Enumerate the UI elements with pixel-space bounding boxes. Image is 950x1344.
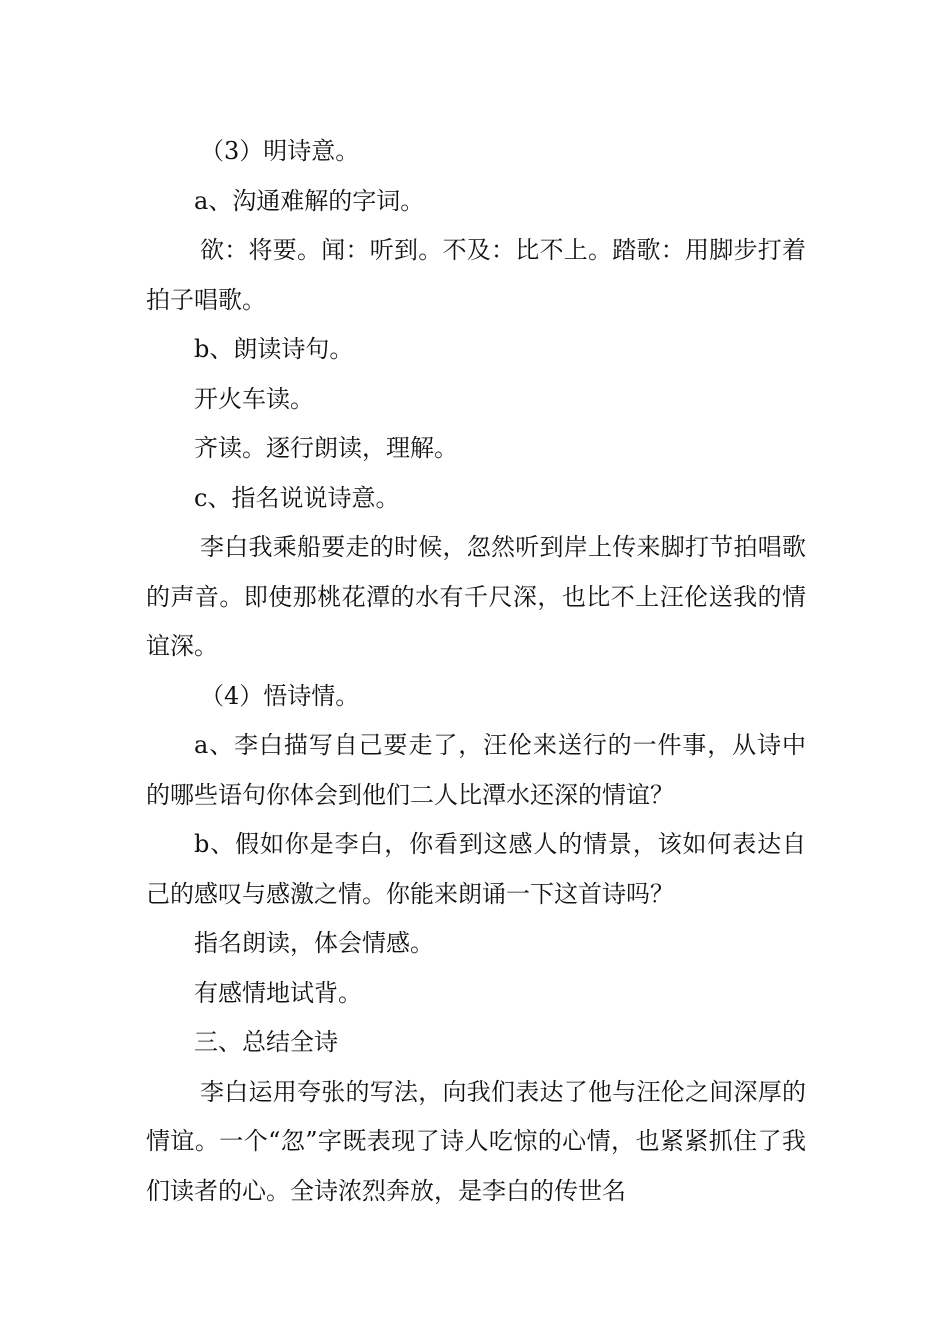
paragraph-section-3-heading: 三、总结全诗: [194, 1028, 338, 1056]
paragraph-poem-meaning: 李白我乘船要走的时候，忽然听到岸上传来脚打节拍唱歌的声音。即使那桃花潭的水有千尺深，也比不上汪伦送我的情谊深。: [146, 533, 806, 660]
paragraph-word-meanings: 欲：将要。闻：听到。不及：比不上。踏歌：用脚步打着拍子唱歌。: [146, 236, 806, 314]
paragraph-summary: 李白运用夸张的写法，向我们表达了他与汪伦之间深厚的情谊。一个“忽”字既表现了诗人吃惊的心情，也紧紧抓住了我们读者的心。全诗浓烈奔放，是李白的传世名: [146, 1077, 806, 1205]
paragraph-step-4a: a、李白描写自己要走了，汪伦来送行的一件事，从诗中的哪些语句你体会到他们二人比潭水还深的情谊？: [146, 731, 806, 809]
paragraph-group-reading: 齐读。逐行朗读，理解。: [194, 434, 458, 462]
paragraph-recite: 有感情地试背。: [194, 978, 362, 1007]
paragraph-step-3b: b、朗读诗句。: [194, 335, 354, 363]
paragraph-step-3-heading: （3）明诗意。: [200, 137, 360, 165]
paragraph-step-3c: c、指名说说诗意。: [194, 483, 400, 512]
paragraph-step-4-heading: （4）悟诗情。: [200, 681, 360, 710]
paragraph-train-reading: 开火车读。: [194, 384, 314, 413]
paragraph-step-4b: b、假如你是李白，你看到这感人的情景，该如何表达自己的感叹与感激之情。你能来朗诵一下这首诗吗？: [146, 830, 806, 908]
document-body: [146, 127, 806, 1216]
paragraph-named-reading: 指名朗读，体会情感。: [194, 929, 434, 957]
paragraph-step-3a: a、沟通难解的字词。: [194, 186, 425, 215]
